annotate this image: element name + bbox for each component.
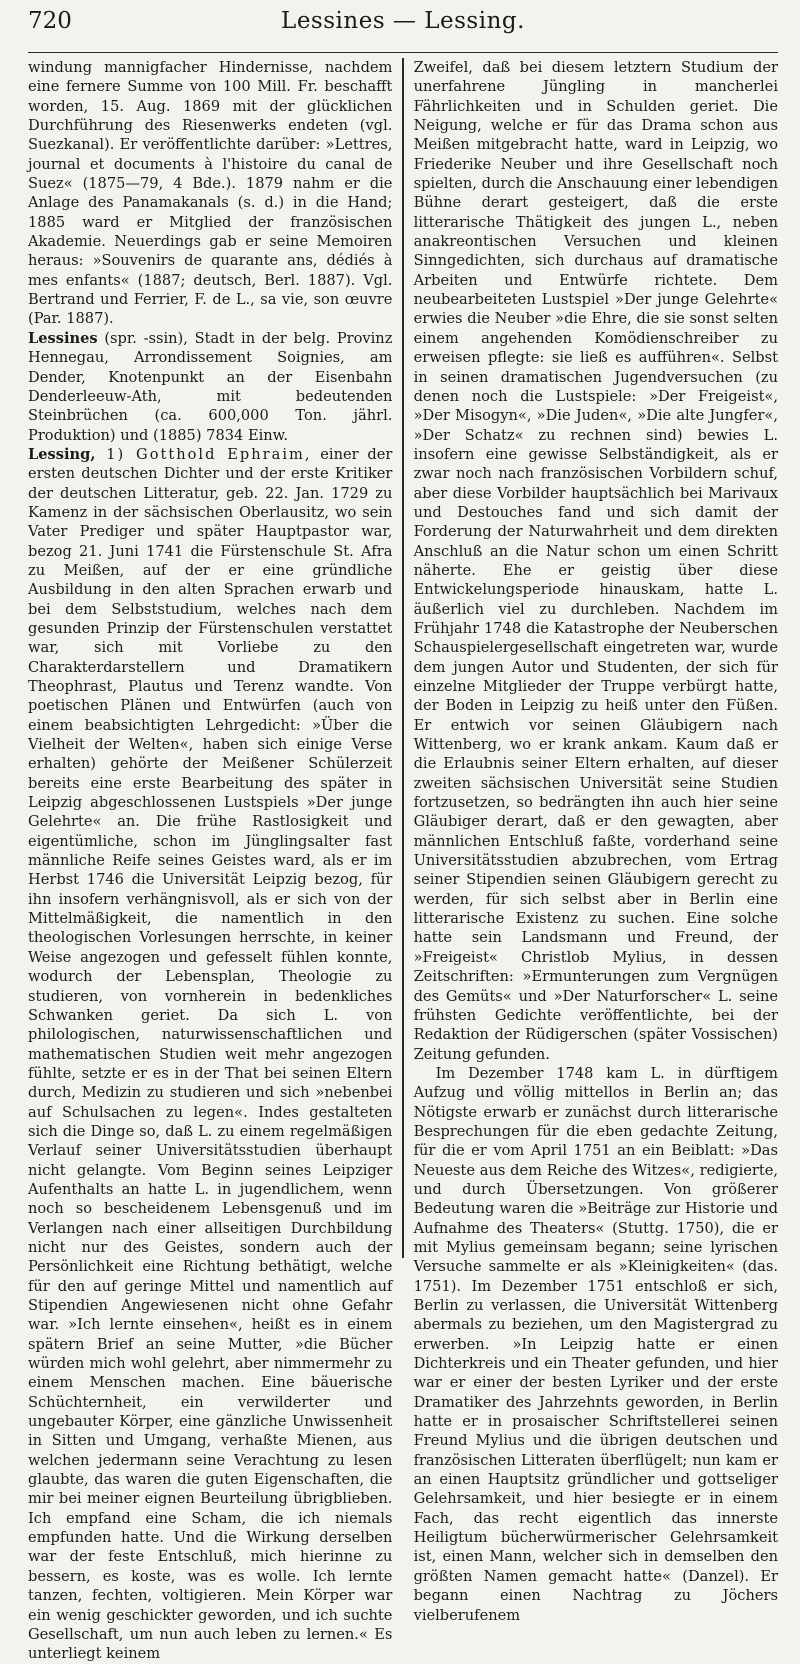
right-column <box>404 58 778 1624</box>
entry-lessines <box>28 329 392 445</box>
entry-text: (spr. -ssin), Stadt in der belg. Provinz Hennegau, Arrondissement Soignies, am Dender, Knotenpunkt an der Eisenbahn Denderleeuw-Ath, mit bedeutenden Steinbrüchen (ca. 600,000 Ton. jährl. Produktion) und (1885) 7834 Einw. <box>28 329 393 444</box>
left-column <box>28 58 402 1663</box>
headword: Lessing, <box>28 445 96 463</box>
page-number: 720 <box>28 8 72 34</box>
text-columns <box>28 58 778 1663</box>
entry-lessing <box>28 445 392 1664</box>
running-head: Lessines — Lessing. <box>281 8 525 34</box>
entry-text: einer der ersten deutschen Dichter und der erste Kritiker der deutschen Litteratur, geb. 22. Jan. 1729 zu Kamenz in der sächsischen Oberlausitz, wo sein Vater Prediger und später Hauptpastor war, bezog 21. Juni 1741 die Fürstenschule St. Afra zu Meißen, auf der er eine gründliche Ausbildung in den alten Sprachen erwarb und bei dem Selbststudium, welches nach dem gesunden Prinzip der Fürstenschulen verstattet war, sich mit Vorliebe zu den Charakterdarstellern und Dramatikern Theophrast, Plautus und Terenz wandte. Von poetischen Plänen und Entwürfen (auch von einem beabsichtigten Lehrgedicht: »Über die Vielheit der Welten«, haben sich einige Verse erhalten) gehörte der Meißener Schülerzeit bereits eine erste Bearbeitung des später in Leipzig abgeschlossenen Lustspiels »Der junge Gelehrte« an. Die frühe Rastlosigkeit und eigentümliche, schon im Jünglingsalter fast männliche Reife seines Geistes ward, als er im Herbst 1746 die Universität Leipzig bezog, für ihn insofern verhängnisvoll, als er sich von der Mittelmäßigkeit, die namentlich in den theologischen Vorlesungen herrschte, in keiner Weise angezogen und gefesselt fühlen konnte, wodurch der Lebensplan, Theologie zu studieren, von vornherein in bedenkliches Schwanken geriet. Da sich L. von philologischen, naturwissenschaftlichen und mathematischen Studien weit mehr angezogen fühlte, setzte er es in der That bei seinen Eltern durch, Medizin zu studieren und sich »nebenbei auf Schulsachen zu legen«. Indes gestalteten sich die Dinge so, daß L. zu einem regelmäßigen Verlauf seiner Universitätsstudien überhaupt nicht gelangte. Vom Beginn seines Leipziger Aufenthalts an hatte L. in jugendlichem, wenn noch so bescheidenem Lebensgenuß und im Verlangen nach einer allseitigen Durchbildung nicht nur des Geistes, sondern auch der Persönlichkeit eine Richtung bethätigt, welche für den auf geringe Mittel und namentlich auf Stipendien Angewiesenen nicht ohne Gefahr war. »Ich lernte einsehen«, heißt es in einem spätern Brief an seine Mutter, »die Bücher würden mich wohl gelehrt, aber nimmermehr zu einem Menschen machen. Eine bäuerische Schüchternheit, ein verwilderter und ungebauter Körper, eine gänzliche Unwissenheit in Sitten und Umgang, verhaßte Mienen, aus welchen jedermann seine Verachtung zu lesen glaubte, das waren die guten Eigenschaften, die mir bei meiner eignen Beurteilung übrigblieben. Ich empfand eine Scham, die ich niemals empfunden hatte. Und die Wirkung derselben war der feste Entschluß, mich hierinne zu bessern, es koste, was es wolle. Ich lernte tanzen, fechten, voltigieren. Mein Körper war ein wenig geschickter geworden, und ich suchte Gesellschaft, um nun auch leben zu lernen.« Es unterliegt keinem <box>28 445 393 1663</box>
paragraph: windung mannigfacher Hindernisse, nachdem eine fernere Summe von 100 Mill. Fr. beschafft worden, 15. Aug. 1869 mit der glücklichen Durchführung des Riesenwerks endeten (vgl. Suezkanal). Er veröffentlichte darüber: »Lettres, journal et documents à l'histoire du canal de Suez« (1875—79, 4 Bde.). 1879 nahm er die Anlage des Panamakanals (s. d.) in die Hand; 1885 ward er Mitglied der französischen Akademie. Neuerdings gab er seine Memoiren heraus: »Souvenirs de quarante ans, dédiés à mes enfants« (1887; deutsch, Berl. 1887). Vgl. Bertrand und Ferrier, F. de L., sa vie, son œuvre (Par. 1887). <box>28 59 393 328</box>
person-name: 1) Gotthold Ephraim, <box>95 445 312 463</box>
page-header <box>28 8 778 53</box>
paragraph: Zweifel, daß bei diesem letztern Studium der unerfahrene Jüngling in mancherlei Fährlichkeiten und in Schulden geriet. Die Neigung, welche er für das Drama schon aus Meißen mitgebracht hatte, ward in Leipzig, wo Friederike Neuber und ihre Gesellschaft noch spielten, durch die Anschauung einer lebendigen Bühne derart gesteigert, daß die erste litterarische Thätigkeit des jungen L., neben anakreontischen Versuchen und kleinen Sinngedichten, sich durchaus auf dramatische Arbeiten und Entwürfe richtete. Dem neubearbeiteten Lustspiel »Der junge Gelehrte« erwies die Neuber »die Ehre, die sie sonst selten einem angehenden Komödienschreiber zu erweisen pflegte: sie ließ es aufführen«. Selbst in seinen dramatischen Jugendversuchen (zu denen noch die Lustspiele: »Der Freigeist«, »Der Misogyn«, »Die Juden«, »Die alte Jungfer«, »Der Schatz« zu rechnen sind) bewies L. insofern eine gewisse Selbständigkeit, als er zwar noch nach französischen Vorbildern schuf, aber diese Vorbilder hauptsächlich bei Marivaux und Destouches fand und sich damit der Forderung der Naturwahrheit und dem direkten Anschluß an die Natur schon um einen Schritt näherte. Ehe er geistig über diese Entwickelungsperiode hinauskam, hatte L. äußerlich viel zu durchleben. Nachdem im Frühjahr 1748 die Katastrophe der Neuberschen Schauspielergesellschaft eingetreten war, wurde dem jungen Autor und Studenten, der sich für einzelne Mitglieder der Truppe verbürgt hatte, der Boden in Leipzig zu heiß unter den Füßen. Er entwich vor seinen Gläubigern nach Wittenberg, wo er krank ankam. Kaum daß er die Erlaubnis seiner Eltern erhalten, auf dieser zweiten sächsischen Universität seine Studien fortzusetzen, so bedrängten ihn auch hier seine Gläubiger derart, daß er den gewagten, aber männlichen Entschluß faßte, vorderhand seine Universitätsstudien abzubrechen, vom Ertrag seiner Stipendien seinen Gläubigern gerecht zu werden, für sich selbst aber in Berlin eine litterarische Existenz zu suchen. Eine solche hatte sein Landsmann und Freund, der »Freigeist« Christlob Mylius, in dessen Zeitschriften: »Ermunterungen zum Vergnügen des Gemüts« und »Der Naturforscher« L. seine frühsten Gedichte veröffentlichte, bei der Redaktion der Rüdigerschen (später Vossischen) Zeitung gefunden. <box>413 59 778 1063</box>
headword: Lessines <box>28 329 98 347</box>
paragraph: Im Dezember 1748 kam L. in dürftigem Aufzug und völlig mittellos in Berlin an; das Nötigste erwarb er zunächst durch litterarische Besprechungen für die eben gedachte Zeitung, für die er vom April 1751 an ein Beiblatt: »Das Neueste aus dem Reiche des Witzes«, redigierte, und durch Übersetzungen. Von größerer Bedeutung waren die »Beiträge zur Historie und Aufnahme des Theaters« (Stuttg. 1750), die er mit Mylius gemeinsam begann; seine lyrischen Versuche sammelte er als »Kleinigkeiten« (das. 1751). Im Dezember 1751 entschloß er sich, Berlin zu verlassen, die Universität Wittenberg abermals zu beziehen, um den Magistergrad zu erwerben. »In Leipzig hatte er einen Dichterkreis und ein Theater gefunden, und hier war er einer der besten Lyriker und der erste Dramatiker des Jahrzehnts geworden, in Berlin hatte er in prosaischer Schriftstellerei seinen Freund Mylius und die übrigen deutschen und französischen Litteraten überflügelt; nun kam er an einen Hauptsitz gründlicher und gottseliger Gelehrsamkeit, und hier besiegte er in einem Fach, das recht eigentlich das innerste Heiligtum bücherwürmerischer Gelehrsamkeit ist, einen Mann, welcher sich in demselben den größten Namen gemacht hatte« (Danzel). Er begann einen Nachtrag zu Jöchers vielberufenem <box>413 1064 778 1624</box>
